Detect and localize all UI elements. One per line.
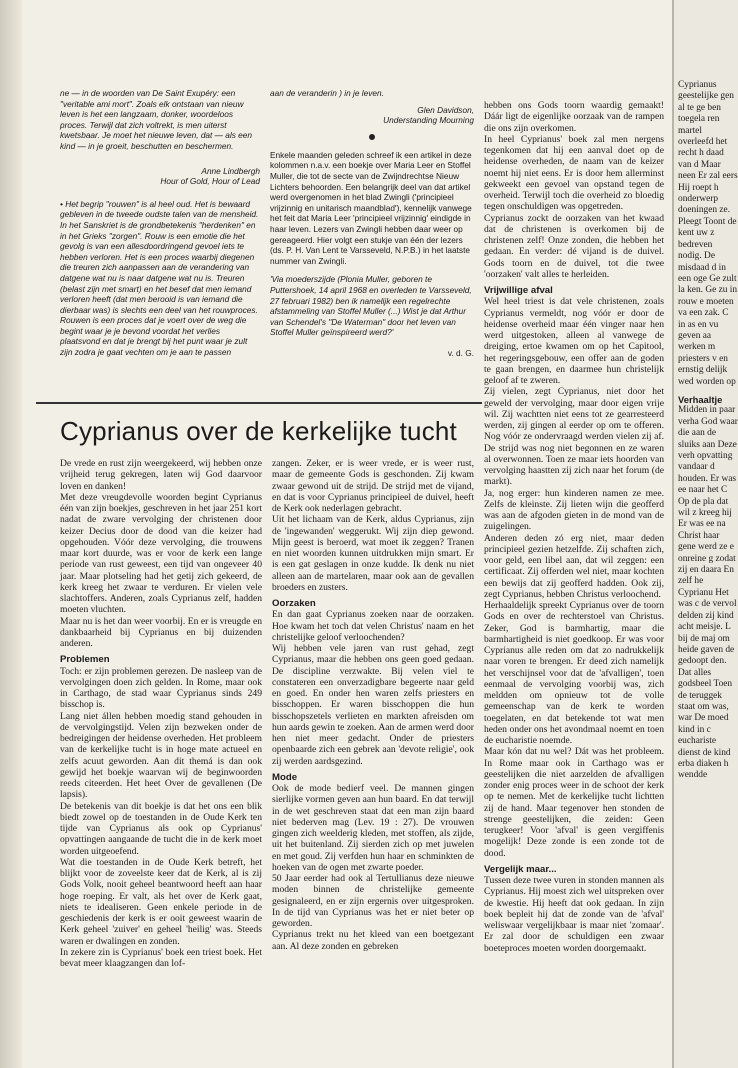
quote2-author: Glen Davidson, xyxy=(417,104,474,115)
col2-para: En dan gaat Cyprianus zoeken naar de oorzaken. Hoe kwam het toch dat velen Christus' naam en het christelijke geloof verloochenden? xyxy=(272,609,474,643)
top-column-1 xyxy=(60,88,260,358)
subhead-vergelijk-maar: Vergelijk maar... xyxy=(484,863,557,875)
col3-para: Herhaaldelijk spreekt Cyprianus over de toorn Gods en over de rechterstoel van Christus. Zeker, God is barmhartig, maar die barmhartigheid is niet goedkoop. Er was voor Cyprianus alle reden om dat zo nadrukkelijk naar voren te brengen. Er deed zich namelijk het verschijnsel voor dat de 'afvalligen', toen eenmaal de vervolging voorbij was, zich meldden om opnieuw tot de volle gemeenschap van de kerk te worden toegelaten, en dat betekende tot wat men heden onder ons het avondmaal noemt en toen de eucharistie noemde. xyxy=(484,600,664,746)
separator-dot xyxy=(369,134,375,140)
next-page-edge xyxy=(672,0,738,1068)
col1-para: Met deze vreugdevolle woorden begint Cyprianus één van zijn boekjes, geschreven in het jaar 251 kort nadat de zware vervolging der christenen door keizer Decius door de dood van die keizer had opgehouden. Vóór deze vervolging, die trouwens maar kort duurde, was er voor de kerk een lange periode van rust geweest, een tijd van ongeveer 40 jaar. Maar plotseling had het getij zich gekeerd, de kerk kreeg het zwaar te verduren. Er vielen vele slachtoffers. Anderen, zoals Cyprianus zelf, hadden moeten vluchten. xyxy=(60,491,262,616)
next-page-text: Midden in paar verha God waar die aan de sluiks aan Deze verh opvatting vandaar d houden. Er was ee naar het C Op de pla dat wil z kreeg hij Er was ee na Christ haar gene werd ze e onreine g zodat zij en daara En zelf he Cyprianu Het was c de vervol delden zij kind acht meisje. L bij de maj om heide gaven de gedoopt den. Dat alles godsbeel Toen de teruggek staat om was, war De moed kind in c euchariste dienst de kind erba diaken h wendde xyxy=(678,405,738,781)
quote-end: aan de veranderin ) in je leven. xyxy=(270,88,384,98)
col2-para: Ook de mode bedierf veel. De mannen gingen sierlijke vormen geven aan hun baard. En dat terwijl in de wet geschreven staat dat een man zijn baard niet bederven mag (Lev. 19 : 27). De vrouwen gingen zich weelderig kleden, met stoffen, als zijde, uit het buitenland. Zij sierden zich op met juwelen en met goud. Zij verfden hun haar en schminkten de hoeken van de ogen met zwarte poeder. xyxy=(272,783,474,873)
col3-para: Zij vielen, zegt Cyprianus, niet door het geweld der vervolging, maar door eigen vrije wil. Zij wachtten niet eens tot ze gearresteerd werden, zij gingen al eerder op om te offeren. Nog vóór ze ondervraagd werden vielen zij af. De strijd was nog niet begonnen en ze waren al overwonnen. Toen ze maar iets hoorden van vervolging haastten zij zich naar het forum (de markt). xyxy=(484,386,664,488)
column-3 xyxy=(484,100,664,954)
col1-para: Toch: er zijn problemen gerezen. De nasleep van de vervolgingen doen zich gelden. In Rome, maar ook in Carthago, de stad waar Cyprianus sinds 249 bisschop is. xyxy=(60,665,262,711)
subhead-problemen: Problemen xyxy=(60,654,110,666)
subhead-oorzaken: Oorzaken xyxy=(272,598,316,609)
col1-para: De betekenis van dit boekje is dat het ons een blik biedt zowel op de toestanden in de Oude Kerk ten tijde van Cyprianus als ook op Cyprianus' opvattingen aangaande de tucht die in de kerk moet worden uitgeoefend. xyxy=(60,800,262,857)
zwingli-quote: 'Via moederszijde (Plonia Muller, geboren te Puttershoek, 14 april 1968 en overleden te Varsseveld, 27 februari 1982) ben ik namelijk een regelrechte afstammeling van Stoffel Muller (...) Wist je dat Arthur van Schendel's "De Waterman" door het leven van Stoffel Muller geïnspireerd werd?' xyxy=(270,274,472,338)
quote2-source: Understanding Mourning xyxy=(383,115,474,126)
col2-para: zangen. Zeker, er is weer vrede, er is weer rust, maar de gemeente Gods is geschonden. Zij kwam zwaar gewond uit de strijd. De strijd met de vijand, en dat is voor Cyprianus principieel de duivel, heeft de Kerk ook nederlagen gebracht. xyxy=(272,458,474,514)
col3-para: hebben ons Gods toorn waardig gemaakt! Dáár ligt de eigenlijke oorzaak van de rampen die ons zijn overkomen. xyxy=(484,100,664,134)
col2-para: Wij hebben vele jaren van rust gehad, zegt Cyprianus, maar die hebben ons geen goed gedaan. De discipline verzwakte. Bij velen viel te constateren een onverzadigbare begeerte naar geld en goed. En onder hen waren zelfs priesters en bisschoppen. Er waren bisschoppen die hun bisschopszetels verlieten en markten afreisden om hun aards gewin te zoeken. Aan de armen werd door hen niet meer gedacht. Onder de priesters openbaarde zich een gebrek aan 'devote religie', ook zij werden aardsgezind. xyxy=(272,643,474,767)
column-2 xyxy=(272,458,474,952)
col2-para: Uit het lichaam van de Kerk, aldus Cyprianus, zijn de 'ingewanden' weggerukt. Wij zijn diep gewond. Mijn geest is beroerd, wat moet ik zeggen? Tranen en niet woorden kunnen uitdrukken mijn smart. Er is een gat geslagen in onze kudde. Ik denk nu niet alleen aan de martelaren, maar ook aan de gevallen broeders en zusters. xyxy=(272,514,474,593)
col3-para: Maar kón dat nu wel? Dát was het probleem. In Rome maar ook in Carthago was er geestelijken die niet aarzelden de afvalligen zonder enig proces weer in de schoot der kerk op te nemen. Met de kerkelijke tucht lichtten zij de hand. Maar tegenover hen stonden de strenge geestelijken, die zeiden: Geen terugkeer! Voor 'afval' is geen vergiffenis mogelijk! Deze zonde is een zonde tot de dood. xyxy=(484,746,664,859)
rouwen-text: • Het begrip "rouwen" is al heel oud. Het is bewaard gebleven in de tweede oudste talen van de mensheid. In het Sanskriet is de grondbetekenis "herdenken" en in het Grieks "zorgen". Rouw is een emotie die het gevolg is van een allesdoordringend gevoel iets te hebben verloren. Het is een proces waarbij diegenen die treuren zich aanpassen aan de verandering van datgene wat nu is naar datgene wat nu is. Treuren (belast zijn met smart) en het besef dat men iemand verloren heeft (dat men berooid is van iemand die dierbaar was) is slechts een deel van het rouwproces. Rouwen is een proces dat je voert over de weg die begint waar je je bevond voordat het verlies plaatsvond en dat je brengt bij het punt waar je zult zijn zodra je gaat vechten om je aan te passen xyxy=(60,198,259,358)
col1-para: Lang niet állen hebben moedig stand gehouden in de vervolgingstijd. Velen zijn bezweken onder de bedreigingen der heidense overheden. Het probleem van de kerkelijke tucht is in hoge mate actueel en zelfs acuut geworden. Aan dit themá is dan ook gewijd het boekje waarvan wij de beginwoorden reeds citeerden. Het heet Over de gevallenen (De lapsis). xyxy=(60,710,262,801)
vdg-signature: v. d. G. xyxy=(447,347,474,358)
col3-para: Wel heel triest is dat vele christenen, zoals Cyprianus vermeldt, nog vóór er door de heidense overheid maar één vinger naar hen werd uitgestoken, alleen al vanwege de dreiging, ertoe kwamen om op het Capitool, het regeringsgebouw, een offer aan de goden te gaan brengen, en daarmee hun christelijk geloof af te zweren. xyxy=(484,296,664,386)
col3-para: Cyprianus zockt de oorzaken van het kwaad dat de christenen is overkomen bij de christenen zelf! Onze zonden, die hebben het gedaan. En verder: dé vijand is de duivel. Gods toorn en de duivel, tot die twee 'oorzaken' valt alles te herleiden. xyxy=(484,212,664,280)
col3-para: Ja, nog erger: hun kinderen namen ze mee. Zelfs de kleinste. Zij lieten wijn die geofferd was aan de afgoden gieten in de mond van de zuigelingen. xyxy=(484,487,664,533)
col3-para: Anderen deden zó erg niet, maar deden principieel gezien hetzelfde. Zij schaften zich, voor geld, een libel aan, dat wil zeggen: een certificaat. Zij offerden wel niet, maar kochten een bewijs dat zij geofferd hadden. Ook zij, zegt Cyprianus, hebben Christus verloochend. xyxy=(484,532,664,600)
col3-para: In heel Cyprianus' boek zal men nergens tegenkomen dat hij een aanval doet op de heidense overheden, de naam van de keizer noemt hij niet eens. Er is door hem allerminst gekweekt een gevoel van opstand tegen de overheid. Terwijl toch die overheid zo bloedig tegen onschuldigen was opgetreden. xyxy=(484,133,664,213)
col2-para: 50 Jaar eerder had ook al Tertullianus deze nieuwe moden binnen de christelijke gemeente gesignaleerd, en er zijn ergernis over uitgesproken. In de tijd van Cyprianus was het er niet beter op geworden. xyxy=(272,873,474,929)
article-title: Cyprianus over de kerkelijke tucht xyxy=(60,416,457,446)
col3-para: Tussen deze twee vuren in stonden mannen als Cyprianus. Hij moest zich wel uitspreken over de kwestie. Hij heeft dat ook gedaan. In zijn boek bepleit hij dat de zonde van de 'afval' weliswaar vergelijkbaar is maar niet 'zomaar'. Er zal door de schuldigen een zwaar boeteproces moeten worden doorgemaakt. xyxy=(484,875,664,954)
section-rule xyxy=(36,402,482,404)
quote-author: Anne Lindbergh xyxy=(201,165,260,176)
zwingli-text: Enkele maanden geleden schreef ik een artikel in deze kolommen n.a.v. een boekje over Maria Leer en Stoffel Muller, die tot de secte van de Zwijndrechtse Nieuw Lichters behoorden. Een belangrijk deel van dat artikel werd overgenomen in het blad Zwingli ('principieel vrijzinnig en unitarisch maandblad'), kennelijk vanwege het feit dat Maria Leer 'principieel vrijzinnig' eindigde in haar leven. Lezers van Zwingli hebben daar weer op gereageerd. Hier volgt een stukje van één der lezers (ds. P. H. Van Lent te Varsseveld, N.P.B.) in het laatste nummer van Zwingli. xyxy=(270,149,472,266)
subhead-mode: Mode xyxy=(272,771,298,783)
page-binding xyxy=(0,0,22,1068)
subhead-vrijwillige-afval: Vrijwillige afval xyxy=(484,285,553,296)
top-column-2 xyxy=(270,88,474,358)
next-page-column xyxy=(678,80,738,782)
next-page-subhead: Verhaaltje xyxy=(678,393,723,405)
quote-text: ne — in de woorden van De Saint Exupéry: een "veritable ami mort". Zoals elk ontstaan van nieuw leven is het een langzaam, donker, woordeloos proces. Terwijl dat zich voltrekt, is men uiterst kwetsbaar. Je moet het nieuwe leven, dat — als een kind — in je groeit, beschutten en beschermen. xyxy=(60,88,253,151)
col1-para: Maar nu is het dan weer voorbij. En er is vreugde en dankbaarheid bij Cyprianus en bij duizenden anderen. xyxy=(60,615,262,649)
column-1 xyxy=(60,458,262,969)
col1-para: De vrede en rust zijn weergekeerd, wij hebben onze vrijheid terug gekregen, laten wij God daarvoor loven en danken! xyxy=(60,458,262,492)
col2-para: Cyprianus trekt nu het kleed van een boetgezant aan. Al deze zonden en gebreken xyxy=(272,929,474,952)
next-page-text: Cyprianus geestelijke gen al te ge ben toegela ren martel overleefd het recht h daad van d Maar neen Er zal eers Hij roept h onderwerp doeningen ze. Pleegt Toont de kent uw z bedreven nodig. De misdaad d in een oge Ge zult la ken. Ge zu in rouw e moeten va een zak. C in as en vu geven aa werken m priesters v en ernstig delijk wed worden op xyxy=(678,80,738,387)
quote-source: Hour of Gold, Hour of Lead xyxy=(160,176,260,187)
col1-para: In zekere zin is Cyprianus' boek een triest boek. Het bevat meer klaagzangen dan lof- xyxy=(60,946,262,969)
col1-para: Wat die toestanden in de Oude Kerk betreft, het blijkt voor de zoveelste keer dat de Kerk, al is zij Gods Volk, nooit geheel beantwoord heeft aan haar hoge roeping. Er valt, als het over de Kerk gaat, niets te idealiseren. Geen enkele periode in de geschiedenis der kerk is er ooit geweest waarin de Kerk geheel 'zuiver' en geheel 'heilig' was. Steeds waren er dwalingen en zonden. xyxy=(60,856,262,947)
